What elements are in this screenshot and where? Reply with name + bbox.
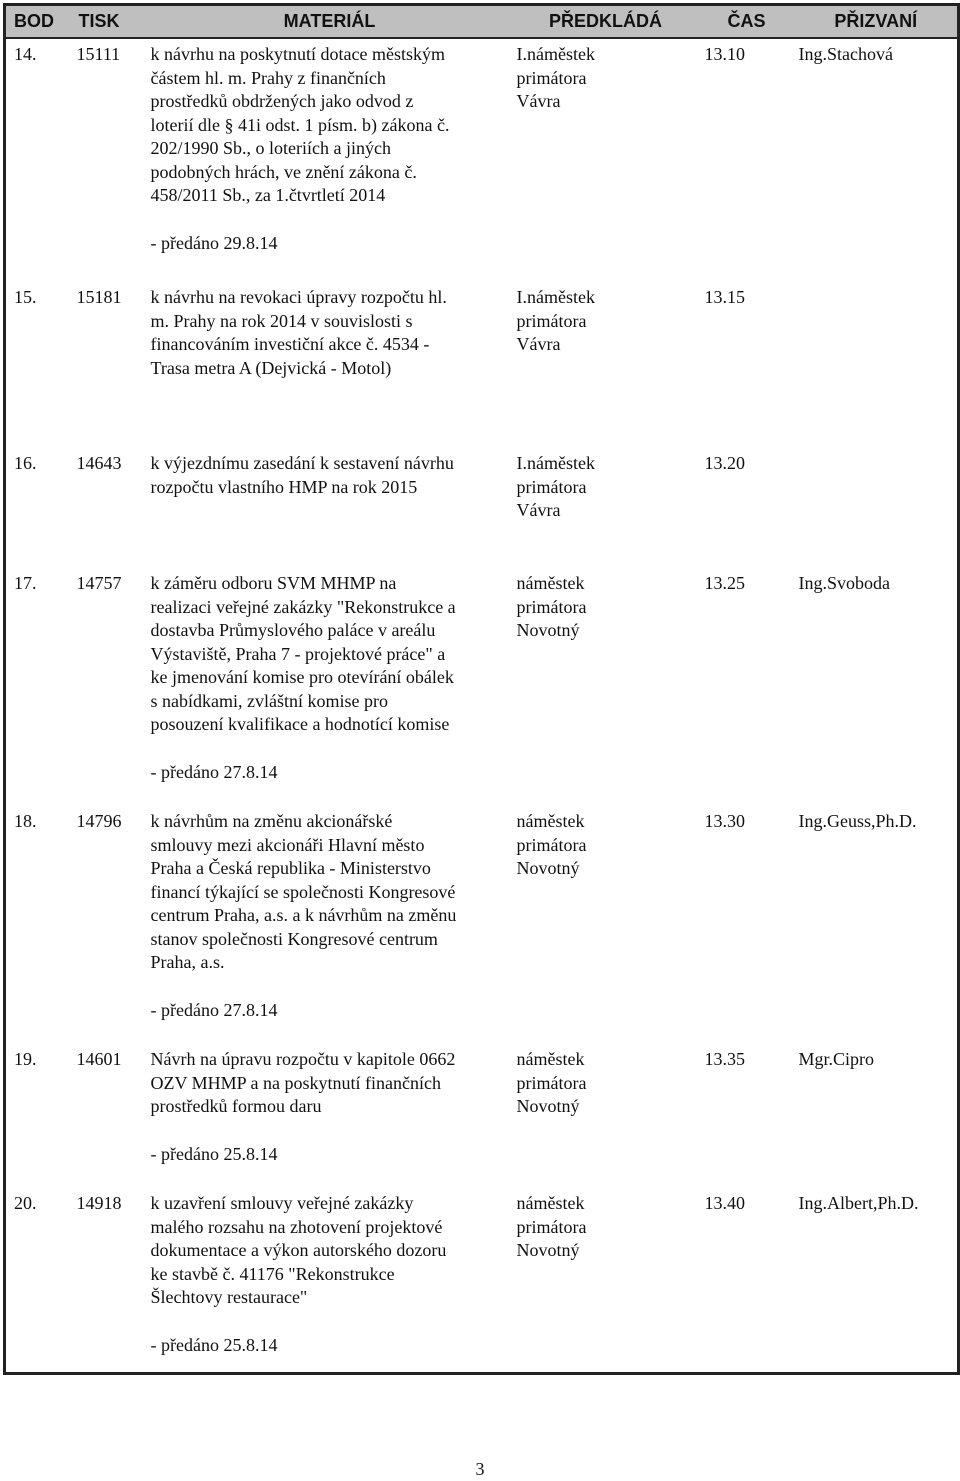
invited [795,448,959,568]
page-number: 3 [475,1459,485,1479]
invited: Ing.Albert,Ph.D. [798,1193,919,1213]
presenter-line: náměstek [516,1049,585,1069]
time: 13.10 [704,44,745,64]
header-material: MATERIÁL [147,5,513,39]
row-number: 14. [14,44,37,64]
agenda-body [5,38,959,1373]
presenter-line: Vávra [516,500,561,520]
submitted-date: - předáno 29.8.14 [150,232,278,253]
invited: Ing.Geuss,Ph.D. [798,811,917,831]
submitted-date: - předáno 25.8.14 [150,1334,278,1355]
material-text: k návrhům na změnu akcionářské smlouvy mezi akcionáři Hlavní město Praha a Česká republika - Ministerstvo financí týkající se společnosti Kongresové centrum Praha, a.s. a k návrhům na změnu stanov společnosti Kongresové centrum Praha, a.s. [150,811,457,972]
submitted-date: - předáno 25.8.14 [150,1143,278,1164]
material-text: k návrhu na poskytnutí dotace městským částem hl. m. Prahy z finančních prostředků obdržených jako odvod z loterií dle § 41i odst. 1 písm. b) zákona č. 202/1990 Sb., o loteriích a jiných podobných hrách, ve znění zákona č. 458/2011 Sb., za 1.čtvrtletí 2014 [150,44,450,205]
presenter-line: náměstek [516,1193,585,1213]
agenda-row [5,806,959,1044]
print-number: 14796 [76,811,122,831]
print-number: 14643 [76,453,122,473]
row-number: 15. [14,287,37,307]
presenter-line: I.náměstek [516,44,595,64]
material-text: k výjezdnímu zasedání k sestavení návrhu rozpočtu vlastního HMP na rok 2015 [150,453,454,497]
time: 13.30 [704,811,745,831]
presenter-cell [513,806,699,1044]
material-text: Návrh na úpravu rozpočtu v kapitole 0662 OZV MHMP a na poskytnutí finančních prostředků formou daru [150,1049,456,1116]
submitted-date: - předáno 27.8.14 [150,761,278,782]
presenter-line: primátora [516,1072,587,1093]
material-cell [147,806,513,1044]
presenter-line: Vávra [516,91,561,111]
row-number: 17. [14,573,37,593]
agenda-row [5,38,959,282]
time: 13.35 [704,1049,745,1069]
agenda-table [3,3,960,1375]
material-cell [147,1188,513,1373]
print-number: 15181 [76,287,122,307]
time: 13.40 [704,1193,745,1213]
time: 13.25 [704,573,745,593]
presenter-line: primátora [516,67,587,88]
header-tisk: TISK [73,5,147,39]
presenter-line: Novotný [516,858,580,878]
header-row [5,5,959,39]
agenda-row [5,568,959,806]
material-cell [147,282,513,448]
presenter-line: primátora [516,834,587,855]
material-cell [147,1044,513,1188]
header-predklada: PŘEDKLÁDÁ [513,5,699,39]
presenter-line: primátora [516,1216,587,1237]
invited: Mgr.Cipro [798,1049,875,1069]
time: 13.15 [704,287,745,307]
agenda-row [5,1188,959,1373]
presenter-cell [513,568,699,806]
presenter-cell [513,282,699,448]
invited: Ing.Stachová [798,44,893,64]
presenter-cell [513,38,699,282]
row-number: 16. [14,453,37,473]
agenda-row [5,282,959,448]
presenter-cell [513,1044,699,1188]
header-cas: ČAS [699,5,795,39]
presenter-line: Vávra [516,334,561,354]
presenter-line: náměstek [516,573,585,593]
print-number: 14757 [76,573,122,593]
presenter-line: primátora [516,310,587,331]
print-number: 14601 [76,1049,122,1069]
header-prizvani: PŘIZVANÍ [795,5,959,39]
presenter-line: Novotný [516,1096,580,1116]
invited: Ing.Svoboda [798,573,890,593]
agenda-row [5,1044,959,1188]
presenter-line: náměstek [516,811,585,831]
agenda-header [5,5,959,39]
presenter-line: Novotný [516,620,580,640]
presenter-cell [513,1188,699,1373]
material-text: k uzavření smlouvy veřejné zakázky malého rozsahu na zhotovení projektové dokumentace a výkon autorského dozoru ke stavbě č. 41176 "Rekonstrukce Šlechtovy restaurace" [150,1193,447,1307]
presenter-line: primátora [516,476,587,497]
agenda-row [5,448,959,568]
invited [795,282,959,448]
time: 13.20 [704,453,745,473]
presenter-line: Novotný [516,1240,580,1260]
row-number: 19. [14,1049,37,1069]
presenter-line: I.náměstek [516,453,595,473]
material-text: k návrhu na revokaci úpravy rozpočtu hl. m. Prahy na rok 2014 v souvislosti s financováním investiční akce č. 4534 - Trasa metra A (Dejvická - Motol) [150,287,447,378]
material-text: k záměru odboru SVM MHMP na realizaci veřejné zakázky "Rekonstrukce a dostavba Průmyslového paláce v areálu Výstaviště, Praha 7 - projektové práce" a ke jmenování komise pro otevírání obálek s nabídkami, zvláštní komise pro posouzení kvalifikace a hodnotící komise [150,573,456,734]
material-cell [147,38,513,282]
row-number: 20. [14,1193,37,1213]
presenter-line: primátora [516,596,587,617]
submitted-date: - předáno 27.8.14 [150,999,278,1020]
row-number: 18. [14,811,37,831]
presenter-cell [513,448,699,568]
header-bod: BOD [5,5,73,39]
print-number: 14918 [76,1193,122,1213]
material-cell [147,448,513,568]
presenter-line: I.náměstek [516,287,595,307]
material-cell [147,568,513,806]
print-number: 15111 [76,44,121,64]
